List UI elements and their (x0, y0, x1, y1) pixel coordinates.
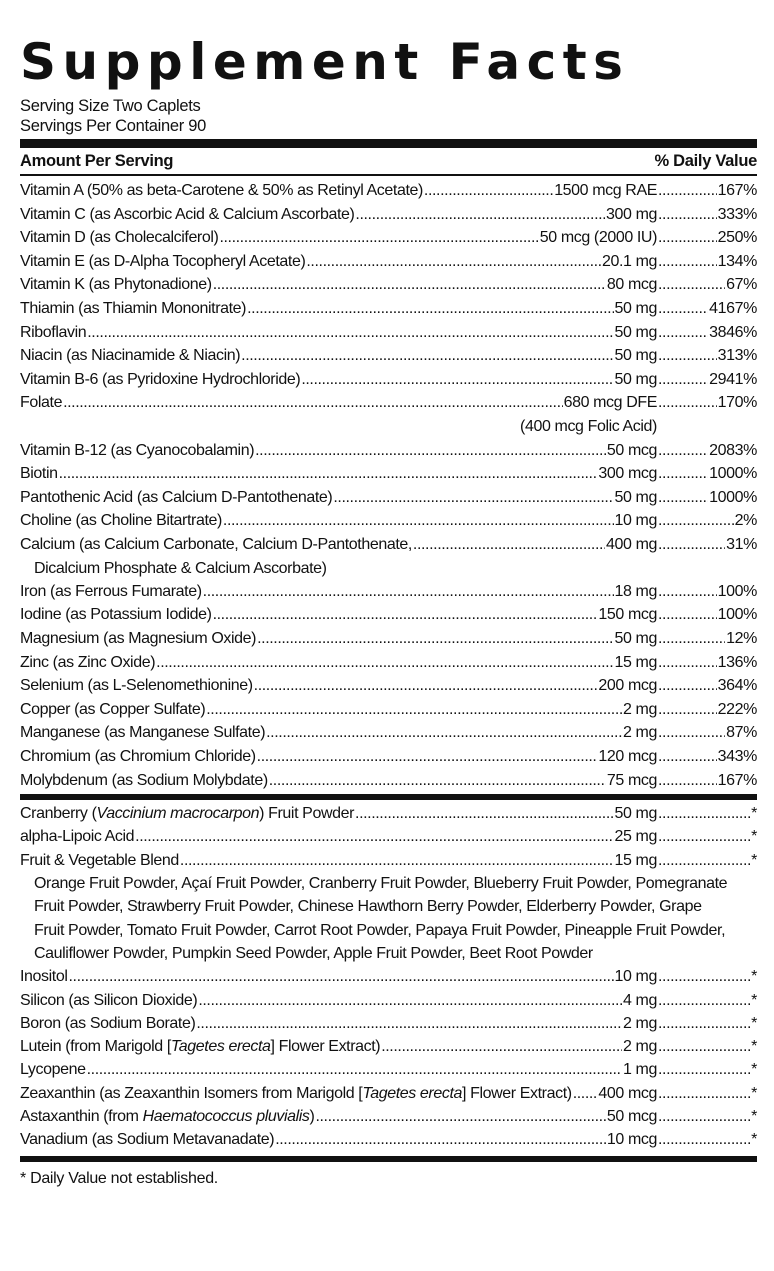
nutrient-amount: 25 mg (614, 828, 657, 846)
leader-dots (241, 344, 613, 368)
nutrient-row (20, 603, 757, 627)
nutrient-row (20, 1035, 757, 1058)
nutrient-name (20, 1128, 274, 1151)
nutrient-dv (657, 769, 757, 793)
dv-value: 100% (717, 606, 757, 624)
leader-dots (658, 203, 717, 227)
leader-dots (658, 1082, 750, 1105)
leader-dots (658, 802, 750, 825)
nutrient-amount: 400 mg (606, 535, 657, 553)
leader-dots (658, 989, 750, 1012)
divider-bottom (20, 1156, 757, 1162)
nutrient-dv (657, 849, 757, 872)
nutrient-dv (657, 721, 757, 745)
dv-value: 167% (717, 771, 757, 789)
nutrient-dv (657, 1035, 757, 1058)
other-ingredients-section (20, 802, 757, 1151)
nutrient-dv (657, 1012, 757, 1035)
leader-dots (658, 321, 708, 345)
leader-dots (355, 203, 605, 227)
nutrient-row (20, 509, 757, 533)
nutrient-amount: 50 mcg (2000 IU) (539, 229, 657, 247)
nutrient-name: Molybdenum (as Sodium Molybdate) (20, 771, 268, 789)
nutrient-row (20, 989, 757, 1012)
nutrient-name: Vitamin B-12 (as Cyanocobalamin) (20, 441, 255, 459)
leader-dots (658, 580, 717, 604)
dv-value: * (751, 1084, 757, 1102)
nutrient-row (20, 226, 757, 250)
leader-dots (658, 1012, 750, 1035)
nutrient-amount: 120 mcg (598, 747, 657, 765)
nutrient-row (20, 1082, 757, 1105)
leader-dots (355, 802, 613, 825)
name-part: Inositol (20, 968, 68, 986)
nutrient-amount: 300 mcg (598, 465, 657, 483)
nutrient-row (20, 344, 757, 368)
nutrient-row (20, 627, 757, 651)
leader-dots (156, 651, 613, 675)
nutrient-name (20, 1058, 86, 1081)
nutrient-amount: 300 mg (606, 205, 657, 223)
name-italic: Haematococcus pluvialis (142, 1108, 310, 1125)
nutrient-row (20, 250, 757, 274)
nutrient-name: Selenium (as L-Selenomethionine) (20, 677, 253, 695)
nutrient-row (20, 368, 757, 392)
nutrient-name: Vitamin K (as Phytonadione) (20, 276, 212, 294)
leader-dots (257, 745, 598, 769)
leader-dots (301, 368, 613, 392)
dv-value: 31% (726, 535, 757, 553)
nutrient-amount: 2 mg (623, 1014, 657, 1032)
nutrient-amount: 680 mcg DFE (563, 394, 657, 412)
footnote: * Daily Value not established. (20, 1169, 218, 1187)
name-part: Cranberry ( (20, 805, 97, 823)
blend-description (20, 872, 757, 965)
nutrient-dv (657, 486, 757, 510)
nutrient-amount: 2 mg (623, 1038, 657, 1056)
nutrient-dv (657, 965, 757, 988)
name-part: Lycopene (20, 1061, 86, 1079)
name-part: Zeaxanthin (as Zeaxanthin Isomers from Marigold [ (20, 1084, 363, 1102)
nutrient-row (20, 462, 757, 486)
nutrient-name: Calcium (as Calcium Carbonate, Calcium D-Pantothenate, (20, 535, 412, 553)
nutrient-amount: 1 mg (623, 1061, 657, 1079)
nutrient-row (20, 203, 757, 227)
nutrient-name (20, 989, 197, 1012)
nutrient-name: Manganese (as Manganese Sulfate) (20, 724, 266, 742)
dv-value: 12% (726, 629, 757, 647)
leader-dots (658, 462, 708, 486)
name-part: alpha-Lipoic Acid (20, 828, 135, 846)
leader-dots (658, 273, 725, 297)
nutrient-row (20, 651, 757, 675)
leader-dots (180, 849, 614, 872)
nutrient-amount: 15 mg (614, 653, 657, 671)
nutrient-name: Thiamin (as Thiamin Mononitrate) (20, 299, 247, 317)
supplement-facts-panel (20, 34, 757, 1190)
leader-dots (658, 745, 717, 769)
leader-dots (255, 439, 606, 463)
nutrient-amount: 10 mcg (606, 1131, 657, 1149)
nutrient-row (20, 1058, 757, 1081)
nutrient-dv (657, 250, 757, 274)
leader-dots (658, 1058, 750, 1081)
leader-dots (658, 674, 717, 698)
nutrient-amount: 10 mg (614, 968, 657, 986)
blend-line: Orange Fruit Powder, Açaí Fruit Powder, Cranberry Fruit Powder, Blueberry Fruit Powder, Pomegranate (34, 875, 728, 893)
name-part: Silicon (as Silicon Dioxide) (20, 991, 198, 1009)
leader-dots (658, 603, 717, 627)
nutrient-dv (657, 297, 757, 321)
dv-value: * (751, 805, 757, 823)
nutrient-name: Niacin (as Niacinamide & Niacin) (20, 347, 241, 365)
nutrient-amount: 4 mg (623, 991, 657, 1009)
dv-value: 167% (717, 182, 757, 199)
nutrient-section (20, 179, 757, 792)
nutrient-dv (657, 179, 757, 203)
other-list (20, 802, 757, 872)
divider-thin (20, 174, 757, 176)
leader-dots (424, 179, 553, 203)
name-part: ] Flower Extract) (462, 1084, 572, 1102)
nutrient-dv (657, 580, 757, 604)
leader-dots (135, 825, 613, 848)
dv-value: 67% (726, 276, 757, 294)
name-part: ] Flower Extract) (270, 1038, 381, 1056)
name-part: ) (309, 1108, 315, 1125)
nutrient-name: Zinc (as Zinc Oxide) (20, 653, 156, 671)
dv-value: * (751, 1038, 757, 1056)
dv-value: * (751, 828, 757, 846)
leader-dots (223, 509, 614, 533)
nutrient-row (20, 439, 757, 463)
nutrient-amount: 200 mcg (598, 677, 657, 695)
leader-dots (658, 849, 750, 872)
leader-dots (658, 391, 717, 415)
leader-dots (658, 439, 708, 463)
leader-dots (658, 651, 717, 675)
dv-value: 250% (717, 229, 757, 247)
nutrient-name: Vitamin A (50% as beta-Carotene & 50% as Retinyl Acetate) (20, 182, 423, 199)
nutrient-amount: 50 mg (614, 629, 657, 647)
name-italic: Tagetes erecta (362, 1084, 463, 1102)
dv-value: 4167% (709, 299, 757, 317)
leader-dots (59, 462, 598, 486)
nutrient-name: Iodine (as Potassium Iodide) (20, 606, 212, 624)
nutrient-amount: 50 mg (614, 323, 657, 341)
leader-dots (658, 533, 725, 557)
vitamin-list (20, 179, 757, 415)
leader-dots (219, 226, 538, 250)
leader-dots (658, 965, 750, 988)
name-part: Lutein (from Marigold [ (20, 1038, 171, 1056)
nutrient-dv (657, 1082, 757, 1105)
leader-dots (658, 509, 734, 533)
nutrient-dv (657, 1105, 757, 1128)
nutrient-amount: 10 mg (614, 512, 657, 530)
nutrient-row (20, 580, 757, 604)
leader-dots (275, 1128, 606, 1151)
nutrient-name: Pantothenic Acid (as Calcium D-Pantothenate) (20, 488, 333, 506)
dv-value: 134% (717, 252, 757, 270)
nutrient-name (20, 1012, 195, 1035)
leader-dots (196, 1012, 622, 1035)
dv-value: * (751, 968, 757, 986)
nutrient-dv (657, 439, 757, 463)
leader-dots (333, 486, 613, 510)
leader-dots (87, 1058, 622, 1081)
blend-line: Fruit Powder, Strawberry Fruit Powder, Chinese Hawthorn Berry Powder, Elderberry Powder, Grape (34, 898, 702, 916)
nutrient-amount: 2 mg (623, 724, 657, 742)
nutrient-row (20, 533, 757, 557)
nutrient-name (20, 1035, 380, 1058)
nutrient-row (20, 849, 757, 872)
nutrient-amount: 150 mcg (598, 606, 657, 624)
leader-dots (247, 297, 613, 321)
name-part: Boron (as Sodium Borate) (20, 1014, 196, 1032)
leader-dots (413, 533, 605, 557)
dv-value: 3846% (709, 323, 757, 341)
leader-dots (306, 250, 601, 274)
dv-value: * (751, 1131, 757, 1149)
name-part: Vanadium (as Sodium Metavanadate) (20, 1131, 275, 1149)
leader-dots (658, 368, 708, 392)
nutrient-row (20, 1105, 757, 1128)
dv-value: 170% (717, 394, 757, 412)
nutrient-dv (657, 321, 757, 345)
nutrient-name (20, 965, 68, 988)
nutrient-amount: 50 mg (614, 370, 657, 388)
nutrient-amount: 1500 mcg RAE (554, 182, 657, 199)
nutrient-name: Vitamin D (as Cholecalciferol) (20, 229, 219, 247)
nutrient-amount: 50 mg (614, 488, 657, 506)
nutrient-row (20, 179, 757, 203)
leader-dots (658, 825, 750, 848)
nutrient-name: Folate (20, 394, 63, 412)
nutrient-name: Vitamin C (as Ascorbic Acid & Calcium Ascorbate) (20, 205, 355, 223)
nutrient-name: Vitamin E (as D-Alpha Tocopheryl Acetate) (20, 252, 306, 270)
nutrient-dv (657, 651, 757, 675)
amount-header: Amount Per Serving (20, 152, 174, 170)
nutrient-row (20, 391, 757, 415)
nutrient-name: Iron (as Ferrous Fumarate) (20, 582, 202, 600)
leader-dots (257, 627, 613, 651)
other-list-2 (20, 965, 757, 1151)
nutrient-row (20, 273, 757, 297)
nutrient-dv (657, 1058, 757, 1081)
nutrient-name (20, 849, 179, 872)
nutrient-row (20, 486, 757, 510)
dv-value: 1000% (709, 465, 757, 483)
leader-dots (658, 297, 708, 321)
divider-section (20, 794, 757, 800)
name-italic: Tagetes erecta (170, 1038, 271, 1056)
folate-note: (400 mcg Folic Acid) (520, 417, 657, 435)
nutrient-amount: 50 mg (614, 805, 657, 823)
nutrient-dv (657, 603, 757, 627)
nutrient-name (20, 1082, 572, 1105)
leader-dots (658, 344, 717, 368)
name-part: Astaxanthin (from (20, 1108, 143, 1125)
nutrient-row (20, 321, 757, 345)
leader-dots (658, 721, 725, 745)
panel-title: Supplement Facts (20, 33, 630, 91)
nutrient-row (20, 965, 757, 988)
nutrient-dv (657, 745, 757, 769)
leader-dots (198, 989, 622, 1012)
nutrient-row (20, 825, 757, 848)
blend-line: Fruit Powder, Tomato Fruit Powder, Carrot Root Powder, Papaya Fruit Powder, Pineapple Fruit Powder, (34, 921, 726, 939)
nutrient-dv (657, 802, 757, 825)
nutrient-row (20, 721, 757, 745)
leader-dots (254, 674, 598, 698)
leader-dots (206, 698, 622, 722)
dv-value: 2941% (709, 370, 757, 388)
nutrient-row (20, 1128, 757, 1151)
name-part: ) Fruit Powder (259, 805, 355, 823)
leader-dots (213, 273, 606, 297)
dv-value: 343% (717, 747, 757, 765)
nutrient-name (20, 802, 354, 825)
nutrient-dv (657, 203, 757, 227)
dv-value: 87% (726, 724, 757, 742)
nutrient-amount: 15 mg (614, 851, 657, 869)
nutrient-name: Vitamin B-6 (as Pyridoxine Hydrochloride) (20, 370, 301, 388)
vitamin-list-2 (20, 439, 757, 557)
nutrient-row (20, 769, 757, 793)
leader-dots (658, 769, 717, 793)
leader-dots (213, 603, 598, 627)
nutrient-dv (657, 462, 757, 486)
name-italic: Vaccinium macrocarpon (96, 805, 260, 823)
nutrient-row (20, 802, 757, 825)
leader-dots (658, 1035, 750, 1058)
nutrient-name (20, 1105, 314, 1128)
serving-size: Serving Size Two Caplets (20, 97, 201, 115)
nutrient-dv (657, 226, 757, 250)
nutrient-name: Riboflavin (20, 323, 87, 341)
leader-dots (658, 1105, 750, 1128)
nutrient-dv (657, 989, 757, 1012)
leader-dots (381, 1035, 622, 1058)
nutrient-amount: 50 mg (614, 299, 657, 317)
nutrient-row (20, 674, 757, 698)
leader-dots (658, 1128, 750, 1151)
nutrient-row (20, 745, 757, 769)
nutrient-dv (657, 698, 757, 722)
dv-value: 100% (717, 582, 757, 600)
nutrient-amount: 80 mcg (606, 276, 657, 294)
leader-dots (658, 226, 717, 250)
nutrient-amount: 400 mcg (598, 1084, 657, 1102)
nutrient-amount: 2 mg (623, 700, 657, 718)
nutrient-dv (657, 368, 757, 392)
nutrient-name: Chromium (as Chromium Chloride) (20, 747, 256, 765)
leader-dots (573, 1082, 598, 1105)
leader-dots (658, 179, 717, 203)
dv-value: 313% (717, 347, 757, 365)
nutrient-name: Magnesium (as Magnesium Oxide) (20, 629, 257, 647)
dv-value: 136% (717, 653, 757, 671)
column-header (20, 148, 757, 174)
dv-header: % Daily Value (654, 152, 757, 170)
leader-dots (658, 627, 725, 651)
nutrient-dv (657, 273, 757, 297)
dv-value: 364% (717, 677, 757, 695)
nutrient-dv (657, 391, 757, 415)
nutrient-amount: 18 mg (614, 582, 657, 600)
nutrient-amount: 50 mg (614, 347, 657, 365)
nutrient-name: Copper (as Copper Sulfate) (20, 700, 206, 718)
nutrient-dv (657, 509, 757, 533)
nutrient-amount: 20.1 mg (601, 252, 657, 270)
dv-value: 222% (717, 700, 757, 718)
leader-dots (87, 321, 613, 345)
nutrient-amount: 75 mcg (606, 771, 657, 789)
nutrient-dv (657, 1128, 757, 1151)
dv-value: * (751, 1108, 757, 1125)
divider-thick (20, 139, 757, 148)
dv-value: 1000% (709, 488, 757, 506)
nutrient-name: Choline (as Choline Bitartrate) (20, 512, 222, 530)
nutrient-row (20, 1012, 757, 1035)
nutrient-dv (657, 533, 757, 557)
dv-value: 2% (734, 512, 757, 530)
nutrient-amount: 50 mcg (606, 1108, 657, 1125)
leader-dots (63, 391, 563, 415)
nutrient-name (20, 825, 134, 848)
leader-dots (315, 1105, 605, 1128)
servings-per-container: Servings Per Container 90 (20, 117, 207, 135)
leader-dots (658, 698, 717, 722)
dv-value: * (751, 1014, 757, 1032)
calcium-note: Dicalcium Phosphate & Calcium Ascorbate) (34, 559, 327, 577)
leader-dots (203, 580, 614, 604)
nutrient-dv (657, 627, 757, 651)
nutrient-amount: 50 mcg (606, 441, 657, 459)
leader-dots (658, 250, 717, 274)
nutrient-row (20, 297, 757, 321)
blend-line: Cauliflower Powder, Pumpkin Seed Powder, Apple Fruit Powder, Beet Root Powder (34, 944, 593, 962)
nutrient-row (20, 698, 757, 722)
dv-value: * (751, 1061, 757, 1079)
dv-value: * (751, 851, 757, 869)
leader-dots (269, 769, 606, 793)
nutrient-dv (657, 825, 757, 848)
name-part: Fruit & Vegetable Blend (20, 851, 179, 869)
leader-dots (658, 486, 708, 510)
mineral-list (20, 580, 757, 792)
dv-value: * (751, 991, 757, 1009)
leader-dots (266, 721, 622, 745)
dv-value: 2083% (709, 441, 757, 459)
dv-value: 333% (717, 205, 757, 223)
nutrient-name: Biotin (20, 465, 58, 483)
nutrient-dv (657, 674, 757, 698)
leader-dots (69, 965, 614, 988)
nutrient-dv (657, 344, 757, 368)
